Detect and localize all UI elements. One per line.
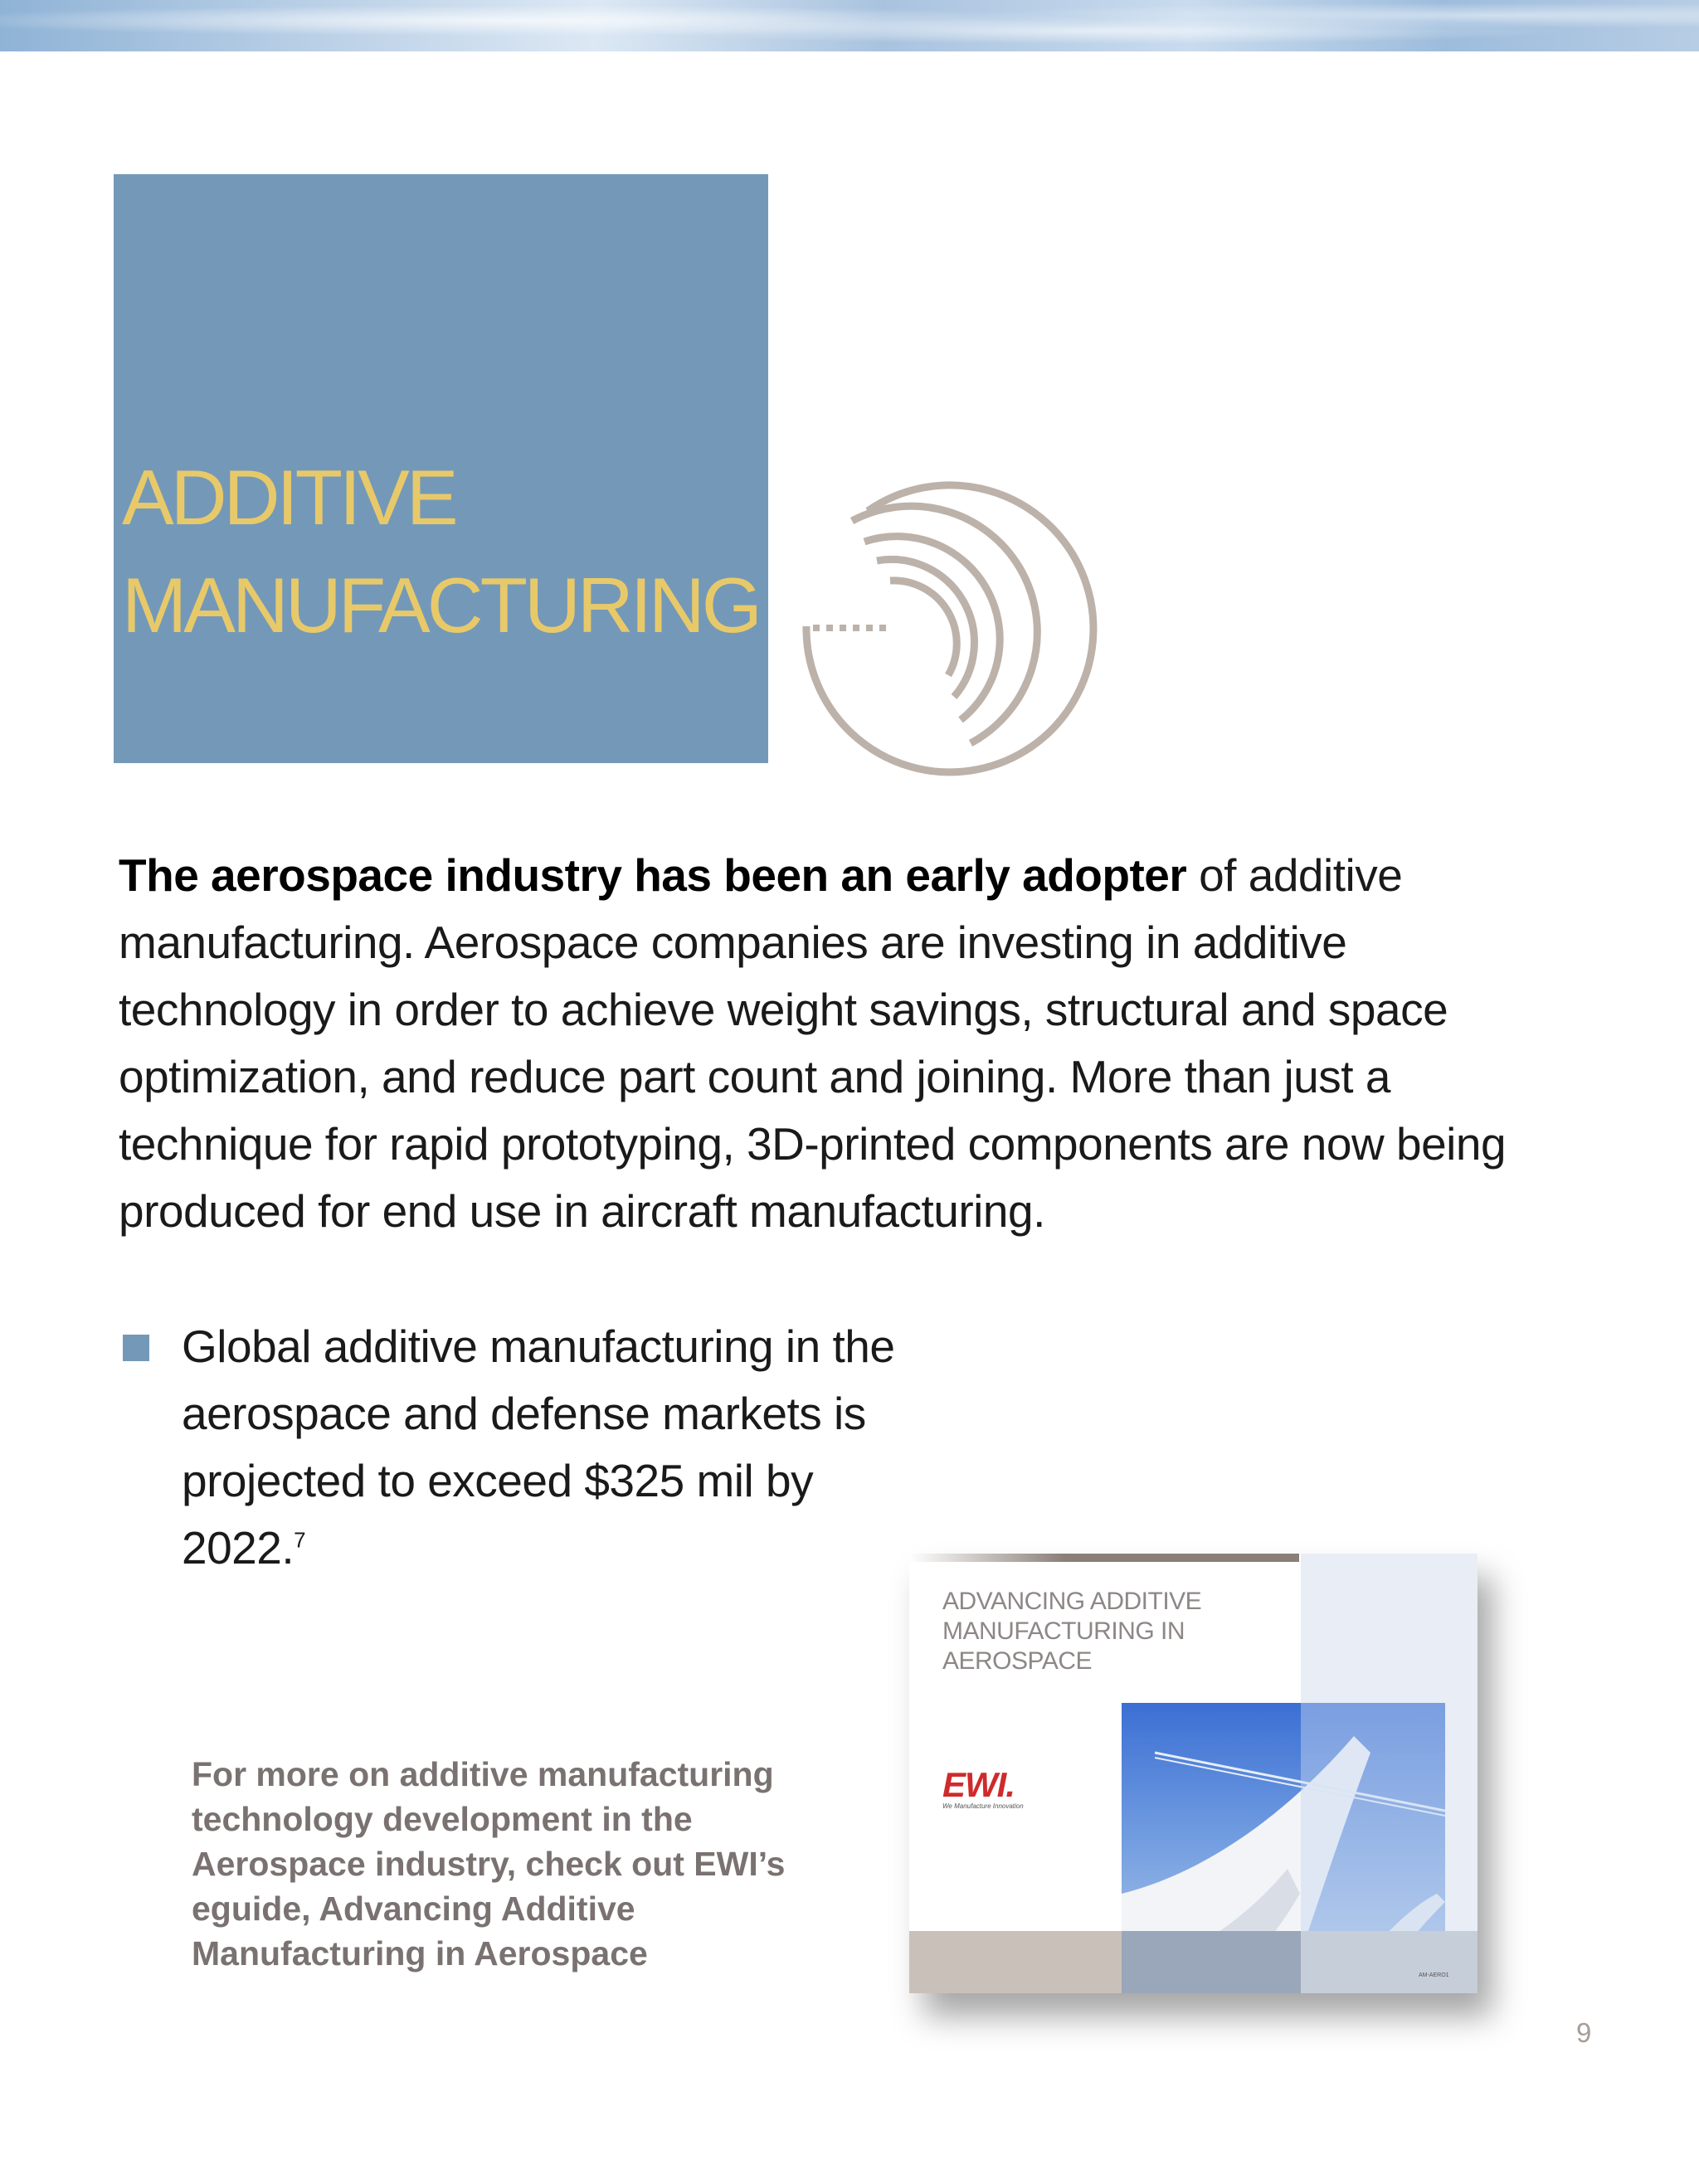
- ewi-logo: EWI.: [942, 1765, 1015, 1804]
- intro-bold-lead: The aerospace industry has been an early adopter: [119, 849, 1187, 901]
- more-info-callout: For more on additive manufacturing technology development in the Aerospace industry, check out EWI’s eguide, Advancing Additive Manufacturing in Aerospace: [192, 1755, 786, 1972]
- concentric-arcs-icon: [796, 473, 1103, 780]
- page-number: 9: [1576, 2017, 1592, 2048]
- bullet-stat-text: Global additive manufacturing in the aerospace and defense markets is projected to exceed $325 mil by 2022.: [182, 1321, 895, 1574]
- cover-title: ADVANCING ADDITIVE MANUFACTURING IN AEROSPACE: [942, 1588, 1202, 1675]
- bullet-square-icon: [123, 1335, 149, 1361]
- page-title: [122, 444, 769, 659]
- eguide-cover-image[interactable]: [909, 1554, 1477, 1993]
- title-line-1: ADDITIVE: [122, 454, 455, 541]
- ewi-tagline: We Manufacture Innovation: [942, 1802, 1024, 1810]
- footnote-marker: 7: [294, 1527, 306, 1553]
- cover-top-bar: [909, 1554, 1299, 1562]
- sky-header-image: [0, 0, 1699, 51]
- title-line-2: MANUFACTURING: [122, 562, 759, 649]
- bullet-stat: [182, 1313, 895, 1582]
- cover-code: AM-AERO1: [1419, 1972, 1449, 1978]
- intro-rest: of additive manufacturing. Aerospace companies are investing in additive technology in order to achieve weight savings, structural and space optimization, and reduce part count and joining. More than just a technique for rapid prototyping, 3D-printed components are now being produced for end use in aircraft manufacturing.: [119, 849, 1507, 1237]
- intro-paragraph: [119, 842, 1546, 1245]
